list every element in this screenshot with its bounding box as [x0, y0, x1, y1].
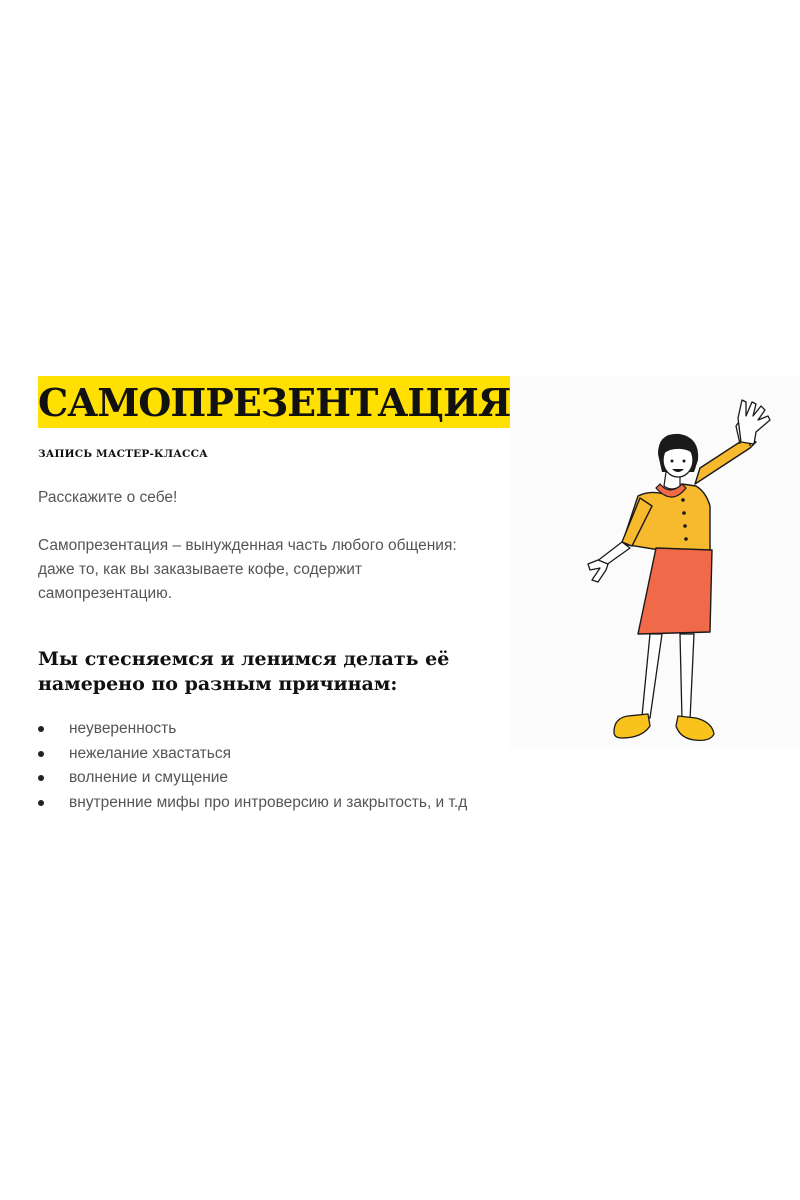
reasons-heading: Мы стесняемся и ленимся делать её намерено по разным причинам:: [38, 648, 450, 695]
list-item: [38, 742, 508, 767]
list-item-label: нежелание хвастаться: [69, 744, 231, 762]
page-title: САМОПРЕЗЕНТАЦИЯ: [38, 380, 511, 425]
list-item: [38, 791, 508, 816]
list-item: [38, 766, 508, 791]
bullet-icon: [38, 775, 44, 781]
list-item-label: волнение и смущение: [69, 769, 229, 786]
title-highlight: [38, 376, 512, 428]
bullet-icon: [38, 751, 44, 757]
bullet-icon: [38, 726, 44, 732]
content-column: [38, 376, 511, 815]
intro-paragraph: Самопрезентация – вынужденная часть любого общения: даже то, как вы заказываете кофе, содержит самопрезентацию.: [38, 537, 457, 602]
reasons-list: [38, 717, 508, 815]
waving-woman-icon: [510, 376, 800, 748]
lead-text: Расскажите о себе!: [38, 489, 178, 506]
list-item-label: внутренние мифы про интроверсию и закрытость, и т.д: [69, 793, 468, 811]
list-item-label: неуверенность: [69, 720, 177, 737]
page-subtitle: ЗАПИСЬ МАСТЕР-КЛАССА: [38, 448, 208, 460]
list-item: [38, 717, 508, 742]
waving-woman-illustration: [510, 376, 800, 748]
bullet-icon: [38, 800, 44, 806]
